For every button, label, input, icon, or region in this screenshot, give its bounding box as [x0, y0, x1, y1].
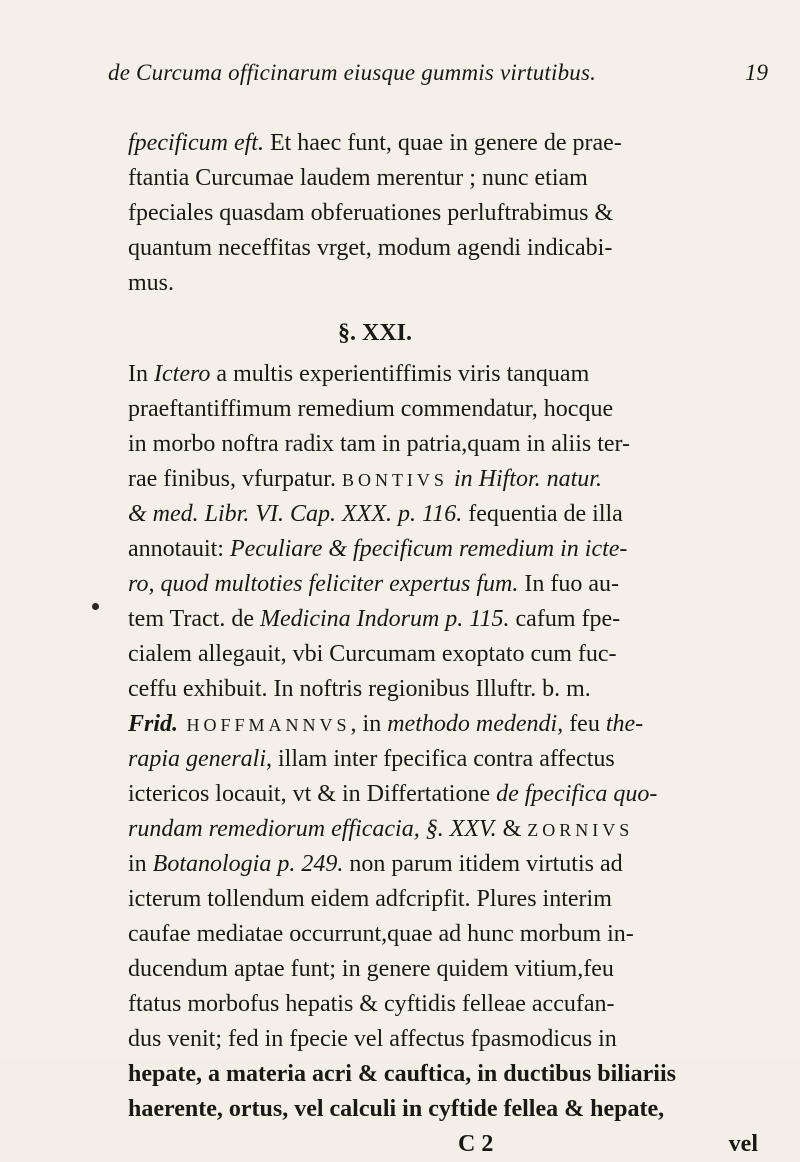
text-line: ceffu exhibuit. In noftris regionibus Illuftr. b. m. [128, 676, 591, 702]
text-line: ftantia Curcumae laudem merentur ; nunc etiam [128, 165, 588, 191]
signature-mark: C 2 [458, 1131, 494, 1157]
text-line: haerente, ortus, vel calculi in cyftide fellea & hepate, [128, 1096, 665, 1122]
text-line: fpeciales quasdam obferuationes perluftrabimus & [128, 200, 614, 226]
text-line: ducendum aptae funt; in genere quidem vitium,feu [128, 956, 614, 982]
text-line: hepate, a materia acri & cauftica, in ductibus biliariis [128, 1061, 676, 1087]
text-line: caufae mediatae occurrunt,quae ad hunc morbum in- [128, 921, 634, 947]
page-number: 19 [745, 60, 768, 85]
running-title: de Curcuma officinarum eiusque gummis virtutibus. [108, 60, 597, 85]
signature-line [128, 1127, 758, 1162]
text-line: ftatus morbofus hepatis & cyftidis felleae accufan- [128, 991, 615, 1017]
text-line: cialem allegauit, vbi Curcumam exoptato cum fuc- [128, 641, 617, 667]
text-line: dus venit; fed in fpecie vel affectus fpasmodicus in [128, 1026, 617, 1052]
text-line: ictericos locauit, vt & in Differtatione de fpecifica quo- [128, 781, 658, 807]
text-line: ro, quod multoties feliciter expertus fum. In fuo au- [128, 571, 620, 597]
body-text [128, 126, 758, 1162]
text-line: tem Tract. de Medicina Indorum p. 115. cafum fpe- [128, 606, 621, 632]
catchword: vel [728, 1131, 758, 1157]
running-head [108, 60, 768, 92]
text-line: praeftantiffimum remedium commendatur, hocque [128, 396, 614, 422]
text-line: mus. [128, 270, 175, 296]
text-line: annotauit: Peculiare & fpecificum remedium in icte- [128, 536, 628, 562]
text-line: In Ictero a multis experientiffimis viris tanquam [128, 361, 590, 387]
text-line: rundam remediorum efficacia, §. XXV. & ZORNIVS [128, 816, 634, 842]
text-line: fpecificum eft. Et haec funt, quae in genere de prae- [128, 130, 622, 156]
margin-dot-mark [92, 603, 99, 610]
text-line: in Botanologia p. 249. non parum itidem virtutis ad [128, 851, 623, 877]
text-line: & med. Libr. VI. Cap. XXX. p. 116. fequentia de illa [128, 501, 623, 527]
text-line: Frid. HOFFMANNVS, in methodo medendi, feu the- [128, 711, 644, 737]
section-heading: §. XXI. [338, 320, 413, 346]
text-line: rae finibus, vfurpatur. BONTIVS in Hiftor. natur. [128, 466, 602, 492]
text-line: rapia generali, illam inter fpecifica contra affectus [128, 746, 615, 772]
text-line: quantum neceffitas vrget, modum agendi indicabi- [128, 235, 613, 261]
text-line: icterum tollendum eidem adfcripfit. Plures interim [128, 886, 612, 912]
text-line: in morbo noftra radix tam in patria,quam in aliis ter- [128, 431, 631, 457]
